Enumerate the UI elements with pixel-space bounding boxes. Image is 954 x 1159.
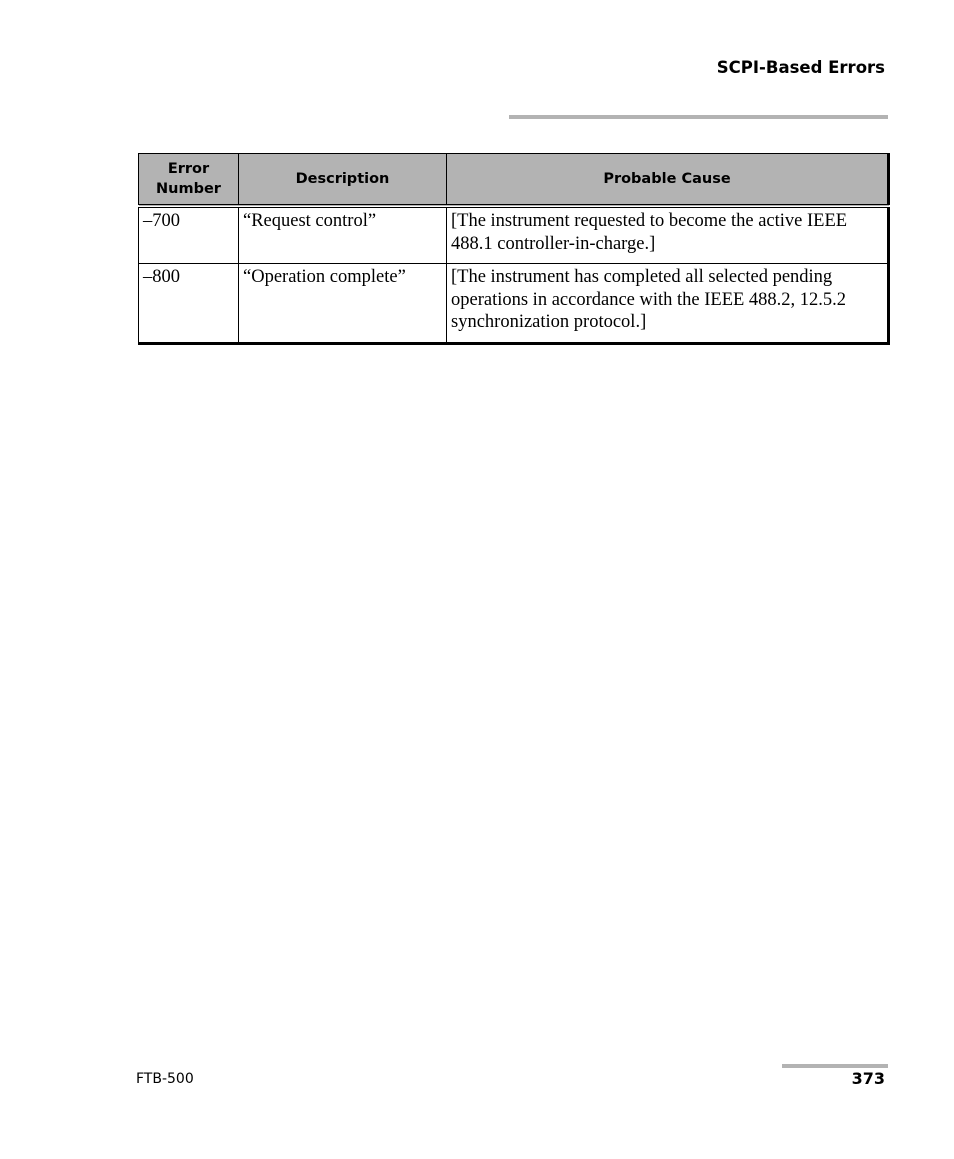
- table-header-row: [139, 154, 889, 207]
- error-number-cell: –800: [139, 264, 239, 344]
- footer-rule: [782, 1064, 888, 1068]
- column-header-error-number: Error Number: [139, 154, 239, 207]
- header-rule: [509, 115, 888, 119]
- table-row: [139, 206, 889, 264]
- description-cell: “Request control”: [239, 206, 447, 264]
- column-header-description: Description: [239, 154, 447, 207]
- probable-cause-cell: [The instrument has completed all selected pending operations in accordance with the IEEE 488.2, 12.5.2 synchronization protocol.]: [447, 264, 889, 344]
- error-table: [138, 153, 890, 345]
- footer-page-number: 373: [851, 1069, 885, 1088]
- table-row: [139, 264, 889, 344]
- probable-cause-cell: [The instrument requested to become the active IEEE 488.1 controller-in-charge.]: [447, 206, 889, 264]
- error-number-cell: –700: [139, 206, 239, 264]
- page-header-title: SCPI-Based Errors: [716, 58, 885, 77]
- column-header-probable-cause: Probable Cause: [447, 154, 889, 207]
- footer-document-name: FTB-500: [136, 1071, 194, 1087]
- description-cell: “Operation complete”: [239, 264, 447, 344]
